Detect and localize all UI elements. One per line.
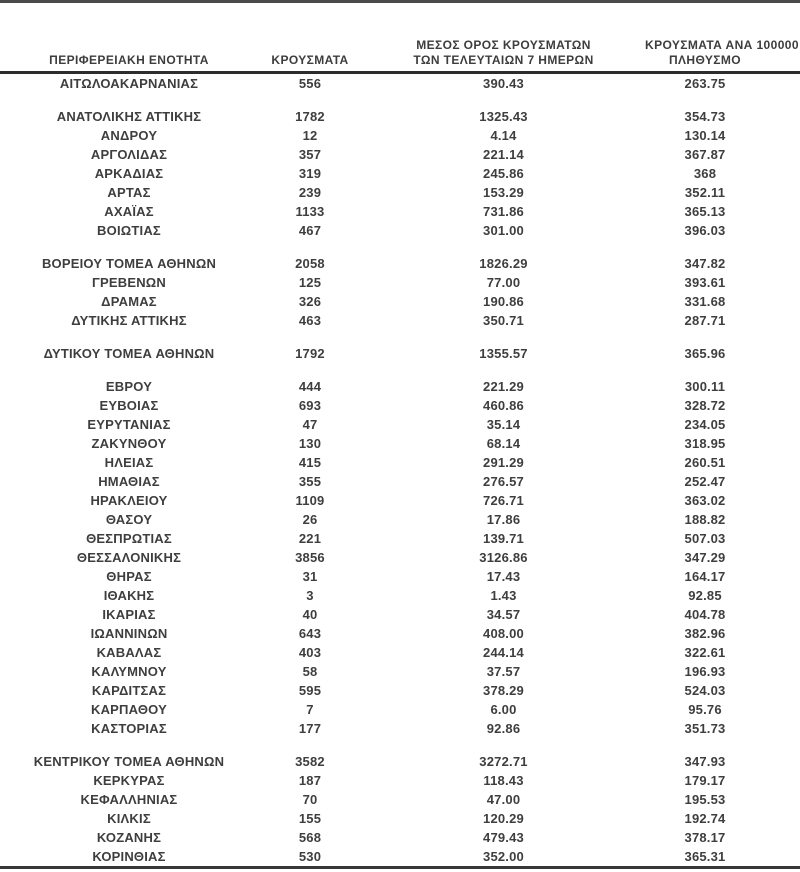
cases-cell: 239 — [298, 185, 322, 200]
header-per100k-line1: ΚΡΟΥΣΜΑΤΑ ΑΝΑ 100000 — [645, 38, 799, 52]
region-cell: ΚΕΦΑΛΛΗΝΙΑΣ — [80, 792, 178, 807]
table-row — [0, 752, 800, 771]
filler-cell — [765, 605, 800, 624]
region-cell: ΚΑΣΤΟΡΙΑΣ — [91, 721, 167, 736]
per100k-cell: 365.31 — [684, 849, 726, 864]
filler-cell — [765, 434, 800, 453]
cases-cell: 568 — [298, 830, 322, 845]
cases-cell: 1782 — [295, 109, 325, 124]
region-cell: ΒΟΡΕΙΟΥ ΤΟΜΕΑ ΑΘΗΝΩΝ — [41, 256, 217, 271]
avg7-cell: 68.14 — [486, 436, 521, 451]
per100k-cell: 318.95 — [684, 436, 726, 451]
per100k-cell: 354.73 — [684, 109, 726, 124]
region-cell: ΚΕΡΚΥΡΑΣ — [93, 773, 165, 788]
region-cell: ΑΝΑΤΟΛΙΚΗΣ ΑΤΤΙΚΗΣ — [56, 109, 202, 124]
avg7-cell: 6.00 — [490, 702, 517, 717]
separator-cell — [0, 363, 800, 377]
table-row — [0, 396, 800, 415]
header-per100k — [645, 3, 799, 73]
filler-cell — [765, 771, 800, 790]
filler-cell — [765, 344, 800, 363]
region-cell: ΔΡΑΜΑΣ — [101, 294, 157, 309]
table-row — [0, 202, 800, 221]
cases-cell: 70 — [302, 792, 318, 807]
table-row — [0, 605, 800, 624]
filler-cell — [765, 202, 800, 221]
table-row — [0, 771, 800, 790]
table-row — [0, 809, 800, 828]
cases-cell: 3 — [306, 588, 314, 603]
per100k-cell: 351.73 — [684, 721, 726, 736]
filler-cell — [765, 73, 800, 94]
header-per100k-line2: ΠΛΗΘΥΣΜΟ — [668, 53, 742, 67]
filler-cell — [765, 292, 800, 311]
avg7-cell: 276.57 — [483, 474, 524, 489]
region-cell: ΘΗΡΑΣ — [106, 569, 152, 584]
avg7-cell: 120.29 — [483, 811, 524, 826]
per100k-cell: 287.71 — [684, 313, 726, 328]
header-avg7 — [362, 3, 645, 73]
cases-cell: 467 — [298, 223, 322, 238]
filler-cell — [765, 107, 800, 126]
cases-cell: 403 — [298, 645, 322, 660]
region-cell: ΔΥΤΙΚΗΣ ΑΤΤΙΚΗΣ — [71, 313, 187, 328]
table-header — [0, 3, 800, 73]
avg7-cell: 17.86 — [486, 512, 521, 527]
separator-cell — [0, 93, 800, 107]
per100k-cell: 382.96 — [684, 626, 726, 641]
group-separator-row — [0, 93, 800, 107]
filler-cell — [765, 624, 800, 643]
avg7-cell: 35.14 — [486, 417, 521, 432]
table-row — [0, 548, 800, 567]
avg7-cell: 1.43 — [490, 588, 517, 603]
cases-cell: 221 — [298, 531, 322, 546]
filler-cell — [765, 847, 800, 866]
per100k-cell: 365.13 — [684, 204, 726, 219]
per100k-cell: 260.51 — [684, 455, 726, 470]
region-cell: ΑΧΑΪΑΣ — [104, 204, 154, 219]
avg7-cell: 291.29 — [483, 455, 524, 470]
avg7-cell: 4.14 — [490, 128, 517, 143]
per100k-cell: 188.82 — [684, 512, 726, 527]
per100k-cell: 365.96 — [684, 346, 726, 361]
cases-cell: 556 — [298, 76, 322, 91]
filler-cell — [765, 700, 800, 719]
per100k-cell: 196.93 — [684, 664, 726, 679]
avg7-cell: 1325.43 — [479, 109, 528, 124]
filler-cell — [765, 567, 800, 586]
cases-cell: 595 — [298, 683, 322, 698]
cases-cell: 355 — [298, 474, 322, 489]
avg7-cell: 92.86 — [486, 721, 521, 736]
table-row — [0, 624, 800, 643]
region-cell: ΘΕΣΣΑΛΟΝΙΚΗΣ — [76, 550, 182, 565]
table-row — [0, 529, 800, 548]
region-cell: ΑΙΤΩΛΟΑΚΑΡΝΑΝΙΑΣ — [59, 76, 199, 91]
table-row — [0, 719, 800, 738]
table-row — [0, 643, 800, 662]
avg7-cell: 350.71 — [483, 313, 524, 328]
per100k-cell: 347.29 — [684, 550, 726, 565]
filler-cell — [765, 809, 800, 828]
filler-cell — [765, 491, 800, 510]
per100k-cell: 524.03 — [684, 683, 726, 698]
table-row — [0, 828, 800, 847]
avg7-cell: 118.43 — [483, 773, 524, 788]
filler-cell — [765, 719, 800, 738]
filler-cell — [765, 472, 800, 491]
avg7-cell: 34.57 — [486, 607, 521, 622]
cases-cell: 463 — [298, 313, 322, 328]
avg7-cell: 390.43 — [483, 76, 524, 91]
table-row — [0, 377, 800, 396]
region-cell: ΒΟΙΩΤΙΑΣ — [97, 223, 161, 238]
table-row — [0, 311, 800, 330]
regional-cases-table — [0, 3, 800, 866]
per100k-cell: 328.72 — [684, 398, 726, 413]
filler-cell — [765, 548, 800, 567]
region-cell: ΘΑΣΟΥ — [105, 512, 153, 527]
separator-cell — [0, 240, 800, 254]
cases-cell: 187 — [298, 773, 322, 788]
region-cell: ΓΡΕΒΕΝΩΝ — [91, 275, 166, 290]
avg7-cell: 37.57 — [486, 664, 521, 679]
filler-cell — [765, 396, 800, 415]
cases-cell: 58 — [302, 664, 318, 679]
table-row — [0, 586, 800, 605]
table-row — [0, 183, 800, 202]
cases-cell: 643 — [298, 626, 322, 641]
avg7-cell: 731.86 — [483, 204, 524, 219]
per100k-cell: 393.61 — [684, 275, 726, 290]
avg7-cell: 408.00 — [483, 626, 524, 641]
table-row — [0, 145, 800, 164]
separator-cell — [0, 738, 800, 752]
table-row — [0, 434, 800, 453]
group-separator-row — [0, 330, 800, 344]
per100k-cell: 331.68 — [684, 294, 726, 309]
region-cell: ΚΑΡΔΙΤΣΑΣ — [91, 683, 167, 698]
cases-cell: 326 — [298, 294, 322, 309]
avg7-cell: 301.00 — [483, 223, 524, 238]
region-cell: ΘΕΣΠΡΩΤΙΑΣ — [86, 531, 172, 546]
cases-cell: 415 — [298, 455, 322, 470]
cases-cell: 1109 — [295, 493, 325, 508]
header-region-label: ΠΕΡΙΦΕΡΕΙΑΚΗ ΕΝΟΤΗΤΑ — [49, 53, 209, 67]
region-cell: ΚΕΝΤΡΙΚΟΥ ΤΟΜΕΑ ΑΘΗΝΩΝ — [33, 754, 225, 769]
cases-cell: 7 — [306, 702, 314, 717]
avg7-cell: 378.29 — [483, 683, 524, 698]
table-row — [0, 126, 800, 145]
region-cell: ΗΛΕΙΑΣ — [104, 455, 154, 470]
region-cell: ΕΥΒΟΙΑΣ — [99, 398, 159, 413]
table-row — [0, 107, 800, 126]
avg7-cell: 77.00 — [486, 275, 521, 290]
filler-cell — [765, 510, 800, 529]
region-cell: ΕΒΡΟΥ — [105, 379, 153, 394]
cases-cell: 444 — [298, 379, 322, 394]
group-separator-row — [0, 240, 800, 254]
table-row — [0, 510, 800, 529]
filler-cell — [765, 254, 800, 273]
header-cases — [258, 3, 362, 73]
per100k-cell: 179.17 — [684, 773, 726, 788]
table-row — [0, 472, 800, 491]
table-row — [0, 700, 800, 719]
avg7-cell: 139.71 — [483, 531, 524, 546]
avg7-cell: 726.71 — [483, 493, 524, 508]
cases-cell: 155 — [298, 811, 322, 826]
cases-cell: 1792 — [295, 346, 325, 361]
per100k-cell: 234.05 — [684, 417, 726, 432]
filler-cell — [765, 453, 800, 472]
table-row — [0, 221, 800, 240]
region-cell: ΚΑΒΑΛΑΣ — [96, 645, 162, 660]
region-cell: ΚΟΡΙΝΘΙΑΣ — [92, 849, 166, 864]
table-row — [0, 567, 800, 586]
cases-cell: 3582 — [295, 754, 325, 769]
region-cell: ΑΝΔΡΟΥ — [100, 128, 158, 143]
region-cell: ΙΩΑΝΝΙΝΩΝ — [90, 626, 168, 641]
table-row — [0, 273, 800, 292]
region-cell: ΙΚΑΡΙΑΣ — [102, 607, 156, 622]
group-separator-row — [0, 738, 800, 752]
table-row — [0, 415, 800, 434]
avg7-cell: 245.86 — [483, 166, 524, 181]
avg7-cell: 3126.86 — [479, 550, 528, 565]
per100k-cell: 352.11 — [684, 185, 726, 200]
region-cell: ΚΙΛΚΙΣ — [107, 811, 151, 826]
per100k-cell: 95.76 — [688, 702, 722, 717]
filler-cell — [765, 752, 800, 771]
region-cell: ΚΟΖΑΝΗΣ — [96, 830, 162, 845]
region-cell: ΚΑΛΥΜΝΟΥ — [91, 664, 167, 679]
table-row — [0, 847, 800, 866]
table-row — [0, 73, 800, 94]
table-row — [0, 681, 800, 700]
avg7-cell: 221.14 — [483, 147, 524, 162]
per100k-cell: 368 — [693, 166, 717, 181]
avg7-cell: 190.86 — [483, 294, 524, 309]
region-cell: ΔΥΤΙΚΟΥ ΤΟΜΕΑ ΑΘΗΝΩΝ — [43, 346, 215, 361]
per100k-cell: 195.53 — [684, 792, 726, 807]
region-cell: ΗΜΑΘΙΑΣ — [98, 474, 160, 489]
filler-cell — [765, 643, 800, 662]
table-body — [0, 73, 800, 867]
region-cell: ΑΡΓΟΛΙΔΑΣ — [90, 147, 168, 162]
per100k-cell: 263.75 — [684, 76, 726, 91]
avg7-cell: 479.43 — [483, 830, 524, 845]
cases-cell: 1133 — [295, 204, 325, 219]
table-row — [0, 254, 800, 273]
table-row — [0, 453, 800, 472]
avg7-cell: 47.00 — [486, 792, 521, 807]
table-row — [0, 164, 800, 183]
filler-cell — [765, 273, 800, 292]
cases-cell: 357 — [298, 147, 322, 162]
cases-cell: 693 — [298, 398, 322, 413]
header-region — [0, 3, 258, 73]
avg7-cell: 460.86 — [483, 398, 524, 413]
filler-cell — [765, 377, 800, 396]
cases-cell: 530 — [298, 849, 322, 864]
cases-cell: 130 — [298, 436, 322, 451]
cases-cell: 3856 — [295, 550, 325, 565]
per100k-cell: 252.47 — [684, 474, 726, 489]
cases-cell: 31 — [302, 569, 318, 584]
header-avg7-line2: ΤΩΝ ΤΕΛΕΥΤΑΙΩΝ 7 ΗΜΕΡΩΝ — [413, 53, 594, 67]
table-row — [0, 790, 800, 809]
header-avg7-line1: ΜΕΣΟΣ ΟΡΟΣ ΚΡΟΥΣΜΑΤΩΝ — [416, 38, 591, 52]
avg7-cell: 1355.57 — [479, 346, 528, 361]
header-row — [0, 3, 800, 73]
table-row — [0, 491, 800, 510]
per100k-cell: 322.61 — [684, 645, 726, 660]
filler-cell — [765, 529, 800, 548]
region-cell: ΙΘΑΚΗΣ — [103, 588, 155, 603]
table-row — [0, 344, 800, 363]
cases-cell: 12 — [302, 128, 318, 143]
per100k-cell: 404.78 — [684, 607, 726, 622]
group-separator-row — [0, 363, 800, 377]
region-cell: ΚΑΡΠΑΘΟΥ — [90, 702, 167, 717]
cases-cell: 40 — [302, 607, 318, 622]
filler-cell — [765, 828, 800, 847]
filler-cell — [765, 221, 800, 240]
per100k-cell: 130.14 — [684, 128, 726, 143]
avg7-cell: 153.29 — [483, 185, 524, 200]
cases-cell: 177 — [298, 721, 322, 736]
per100k-cell: 396.03 — [684, 223, 726, 238]
filler-cell — [765, 164, 800, 183]
avg7-cell: 1826.29 — [479, 256, 528, 271]
per100k-cell: 164.17 — [684, 569, 726, 584]
per100k-cell: 363.02 — [684, 493, 726, 508]
avg7-cell: 221.29 — [483, 379, 524, 394]
region-cell: ΗΡΑΚΛΕΙΟΥ — [90, 493, 168, 508]
per100k-cell: 347.93 — [684, 754, 726, 769]
table-row — [0, 292, 800, 311]
table-row — [0, 662, 800, 681]
avg7-cell: 352.00 — [483, 849, 524, 864]
cases-cell: 125 — [298, 275, 322, 290]
region-cell: ΑΡΤΑΣ — [107, 185, 151, 200]
filler-cell — [765, 586, 800, 605]
header-cases-label: ΚΡΟΥΣΜΑΤΑ — [271, 53, 349, 67]
per100k-cell: 300.11 — [684, 379, 726, 394]
per100k-cell: 367.87 — [684, 147, 726, 162]
filler-cell — [765, 681, 800, 700]
filler-cell — [765, 790, 800, 809]
separator-cell — [0, 330, 800, 344]
per100k-cell: 507.03 — [684, 531, 726, 546]
filler-cell — [765, 415, 800, 434]
filler-cell — [765, 145, 800, 164]
avg7-cell: 244.14 — [483, 645, 524, 660]
filler-cell — [765, 126, 800, 145]
region-cell: ΖΑΚΥΝΘΟΥ — [91, 436, 167, 451]
cases-cell: 47 — [302, 417, 318, 432]
per100k-cell: 347.82 — [684, 256, 726, 271]
per100k-cell: 378.17 — [684, 830, 726, 845]
cases-cell: 26 — [302, 512, 318, 527]
bottom-border-line — [0, 866, 800, 869]
cases-cell: 2058 — [295, 256, 325, 271]
filler-cell — [765, 311, 800, 330]
per100k-cell: 92.85 — [688, 588, 722, 603]
avg7-cell: 17.43 — [486, 569, 521, 584]
filler-cell — [765, 183, 800, 202]
region-cell: ΕΥΡΥΤΑΝΙΑΣ — [87, 417, 171, 432]
avg7-cell: 3272.71 — [479, 754, 528, 769]
filler-cell — [765, 662, 800, 681]
cases-cell: 319 — [298, 166, 322, 181]
region-cell: ΑΡΚΑΔΙΑΣ — [94, 166, 164, 181]
per100k-cell: 192.74 — [684, 811, 726, 826]
